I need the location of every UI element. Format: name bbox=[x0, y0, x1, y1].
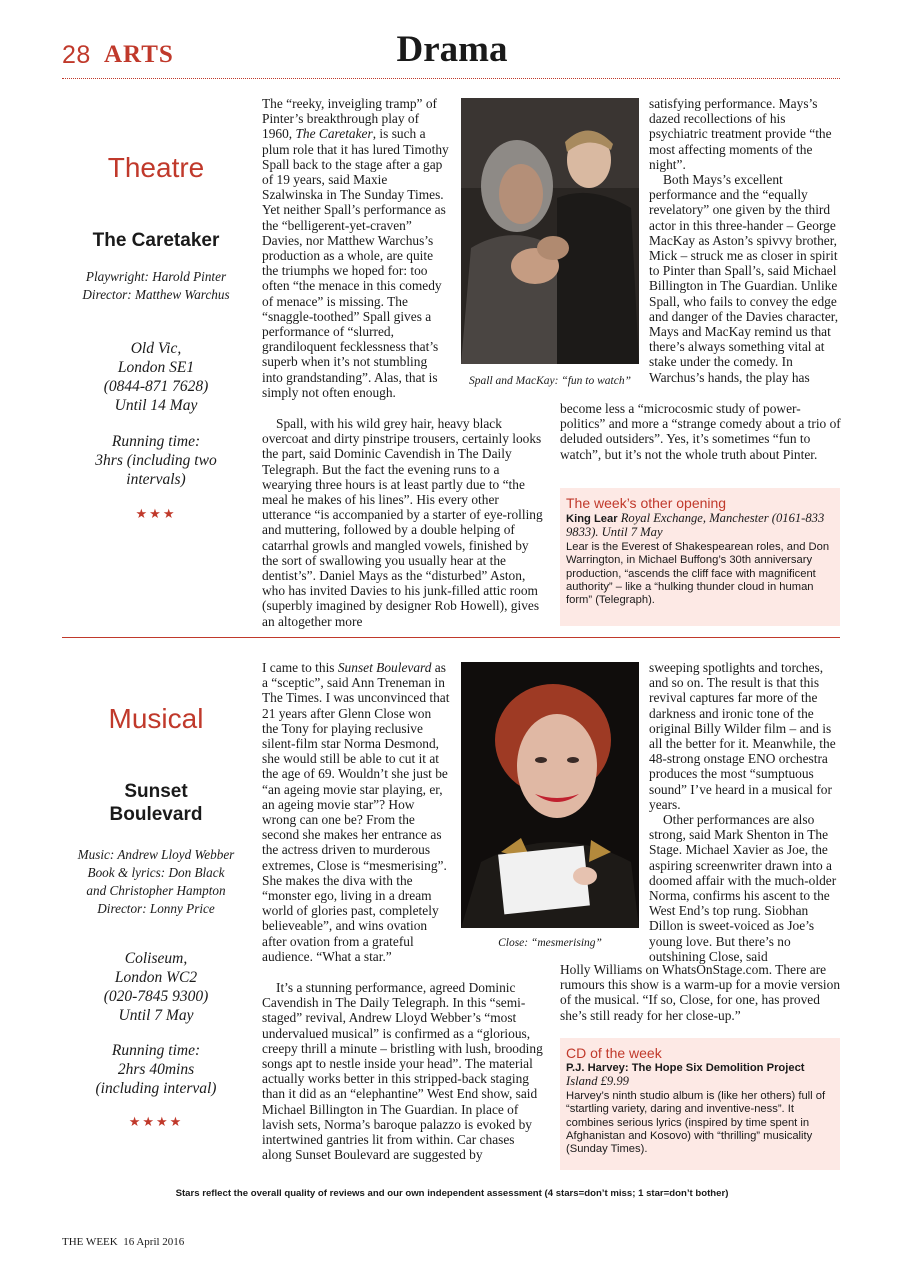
musical-kind-label: Musical bbox=[108, 703, 204, 734]
musical-article-col1-top bbox=[262, 660, 450, 964]
credit-line: Director: Matthew Warchus bbox=[82, 287, 230, 302]
theatre-credits bbox=[62, 268, 250, 304]
venue-line: London SE1 bbox=[117, 359, 195, 376]
venue-line: Until 7 May bbox=[118, 1007, 194, 1024]
credit-line: Book & lyrics: Don Black bbox=[87, 865, 225, 880]
running-line: intervals) bbox=[126, 471, 186, 488]
article-paragraph: become less a “microcosmic study of power-politics” and more a “strange comedy about a trio of deluded outsiders”. Yes, it’s sometimes “fun to watch”, but it’s not the whole truth about Pinter. bbox=[560, 401, 841, 462]
section-label: ARTS bbox=[104, 41, 174, 68]
theatre-venue bbox=[62, 339, 250, 415]
box-title: The week’s other opening bbox=[566, 495, 727, 511]
header-divider bbox=[62, 78, 840, 79]
running-line: Running time: bbox=[111, 1042, 201, 1059]
venue-line: (020-7845 9300) bbox=[103, 988, 209, 1005]
box-listing: P.J. Harvey: The Hope Six Demolition Project Island £9.99 bbox=[566, 1062, 805, 1089]
performer-photo-illustration bbox=[461, 662, 639, 928]
theatre-kind-label: Theatre bbox=[107, 152, 205, 183]
venue-line: London WC2 bbox=[114, 969, 198, 986]
star-rating-footnote: Stars reflect the overall quality of reviews and our own independent assessment (4 stars=don’t miss; 1 star=don’t bother) bbox=[175, 1188, 729, 1199]
running-line: 3hrs (including two bbox=[95, 452, 217, 469]
article-paragraph: satisfying performance. Mays’s dazed recollections of his psychiatric treatment provide “the most affecting moments of the night”. bbox=[649, 96, 832, 172]
musical-article-col2-top bbox=[649, 660, 841, 964]
venue-line: Until 14 May bbox=[114, 397, 198, 414]
other-opening-box bbox=[560, 488, 840, 626]
musical-article-col1-bottom bbox=[262, 980, 546, 1162]
actors-photo-illustration bbox=[461, 98, 639, 364]
article-paragraph: Other performances are also strong, said Mark Shenton in The Stage. Michael Xavier as Joe, the aspiring screenwriter drawn into a doomed affair with the much-older Norma, confirms his ascent to the West End’s top rung. Siobhan Dillon is sweet-voiced as Joe’s young love. But there’s no outshining Close, said bbox=[649, 812, 837, 964]
page-number: 28 bbox=[62, 41, 91, 69]
musical-credits bbox=[60, 846, 252, 918]
musical-venue bbox=[62, 949, 250, 1025]
credit-line: Playwright: Harold Pinter bbox=[85, 269, 227, 284]
article-paragraph: The “reeky, inveigling tramp” of Pinter’s breakthrough play of 1960, The Caretaker, is such a plum role that it has lured Timothy Spall back to the stage after a gap of 19 years, said Maxie Szalwinska in The Sunday Times. Yet neither Spall’s performance as the “belligerent-yet-craven” Davies, nor Matthew Warchus’s production as a whole, are quite the triumphs we hoped for: too often “the menace in this comedy of menace” is missing. The “snaggle-toothed” Spall gives a performance of “slurred, grandiloquent fecklessness that’s superb when it’s not stumbling into grandstanding”. Alas, that is simply not often enough. bbox=[262, 96, 449, 400]
box-listing: King Lear Royal Exchange, Manchester (0161-833 9833). Until 7 May bbox=[566, 511, 825, 540]
article-paragraph: sweeping spotlights and torches, and so on. The result is that this revival captures far more of the darkness and ironic tone of the original Billy Wilder film – and is all the better for it. Meanwhile, the 48-strong onstage ENO orchestra produces the most “sumptuous sound” I’ve heard in a musical for years. bbox=[649, 660, 836, 812]
musical-show-title bbox=[62, 780, 250, 826]
article-paragraph: It’s a stunning performance, agreed Dominic Cavendish in The Daily Telegraph. In this “semi-staged” revival, Andrew Lloyd Webber’s “most undervalued musical” is confirmed as a “glorious, creepy thrill a minute – bristling with lush, brooding songs apt to nestle inside your head”. The material actually works better in this stripped-back staging than it did as an “elephantine” West End show, said Michael Billington in The Guardian. In place of lavish sets, Norma’s baroque palazzo is evoked by intertwined gantries lit from within. Car chases along Sunset Boulevard are suggested by bbox=[262, 980, 543, 1163]
venue-line: (0844-871 7628) bbox=[103, 378, 209, 395]
musical-article-col2-bottom bbox=[560, 962, 841, 1023]
cd-of-week-box bbox=[560, 1038, 840, 1170]
credit-line: and Christopher Hampton bbox=[86, 883, 226, 898]
musical-running-time bbox=[62, 1041, 250, 1098]
page-title: Drama bbox=[396, 29, 508, 70]
venue-line: Old Vic, bbox=[130, 340, 182, 357]
box-title: CD of the week bbox=[566, 1045, 662, 1061]
page-footer: THE WEEK 16 April 2016 bbox=[62, 1236, 185, 1248]
theatre-article-col2-top bbox=[649, 96, 841, 385]
musical-photo-caption: Close: “mesmerising” bbox=[498, 937, 602, 949]
show-title-line: Sunset bbox=[124, 781, 188, 802]
article-paragraph: Spall, with his wild grey hair, heavy black overcoat and dirty pinstripe trousers, certainly looks the part, said Dominic Cavendish in The Daily Telegraph. But the fact the evening runs to a wearying three hours is at least partly due to “the meal he makes of his lines”. His every other utterance “is accompanied by a starter of eye-rolling and muttering, followed by a double helping of catarrhal growls and mangled vowels, finished by the sort of swallowing you usually hear at the dentist’s”. Daniel Mays as the “disturbed” Aston, who has invited Davies to his junk-filled attic room (superbly imagined by designer Rob Howell), gives an altogether more bbox=[262, 416, 543, 629]
article-paragraph: Both Mays’s excellent performance and the “equally revelatory” one given by the third actor in this three-hander – George MacKay as Aston’s spivvy brother, Mick – struck me as closer in spirit to Pinter than Spall’s, said Michael Billington in The Guardian. Unlike Spall, who fails to convey the edge and danger of the Davies character, Mays and MacKay remind us that there’s always something vital at stake under the comedy. In Warchus’s hands, the play has bbox=[649, 172, 839, 385]
theatre-article-col2-bottom bbox=[560, 401, 841, 462]
venue-line: Coliseum, bbox=[124, 950, 188, 967]
box-summary: Lear is the Everest of Shakespearean roles, and Don Warrington, in Michael Buffong’s 30th anniversary production, “ascends the cliff face with magnificent authority” – like a “hulking thunder cloud in human form” (Telegraph). bbox=[566, 540, 830, 607]
running-line: (including interval) bbox=[95, 1080, 217, 1097]
running-line: 2hrs 40mins bbox=[117, 1061, 195, 1078]
theatre-article-col1-bottom bbox=[262, 416, 546, 629]
credit-line: Director: Lonny Price bbox=[97, 901, 215, 916]
musical-star-rating: ★★★★ bbox=[128, 1114, 184, 1129]
theatre-star-rating: ★★★ bbox=[135, 506, 177, 521]
running-line: Running time: bbox=[111, 433, 201, 450]
credit-line: Music: Andrew Lloyd Webber bbox=[77, 847, 235, 862]
theatre-article-col1-top bbox=[262, 96, 450, 400]
show-title-line: Boulevard bbox=[109, 804, 203, 825]
musical-photo bbox=[461, 662, 639, 928]
article-paragraph: Holly Williams on WhatsOnStage.com. There are rumours this show is a warm-up for a movie version of the musical. “If so, Close, for one, has proved she’s still ready for her close-up.” bbox=[560, 962, 841, 1023]
theatre-photo-caption: Spall and MacKay: “fun to watch” bbox=[469, 375, 631, 387]
theatre-running-time bbox=[62, 432, 250, 489]
article-paragraph: I came to this Sunset Boulevard as a “sceptic”, said Ann Treneman in The Times. I was unconvinced that 21 years after Glenn Close won the Tony for playing reclusive silent-film star Norma Desmond, she would still be able to cut it at the age of 69. Wouldn’t she just be “an ageing movie star playing, er, an ageing movie star”? How wrong can one be? From the second she makes her entrance as the actress driven to murderous extremes, Close is “mesmerising”. She makes the diva with the “monster ego, living in a dream world of glories past, completely believeable”, and wins ovation after ovation from a grateful audience. “What a star.” bbox=[262, 660, 450, 964]
theatre-photo bbox=[461, 98, 639, 364]
theatre-show-title: The Caretaker bbox=[92, 230, 220, 251]
box-summary: Harvey’s ninth studio album is (like her others) full of “startling variety, daring and inventive-ness”. It combines serious lyrics (inspired by time spent in Afghanistan and Kosovo) with “thrilling” musicality (Sunday Times). bbox=[566, 1089, 826, 1156]
section-divider bbox=[62, 637, 840, 638]
